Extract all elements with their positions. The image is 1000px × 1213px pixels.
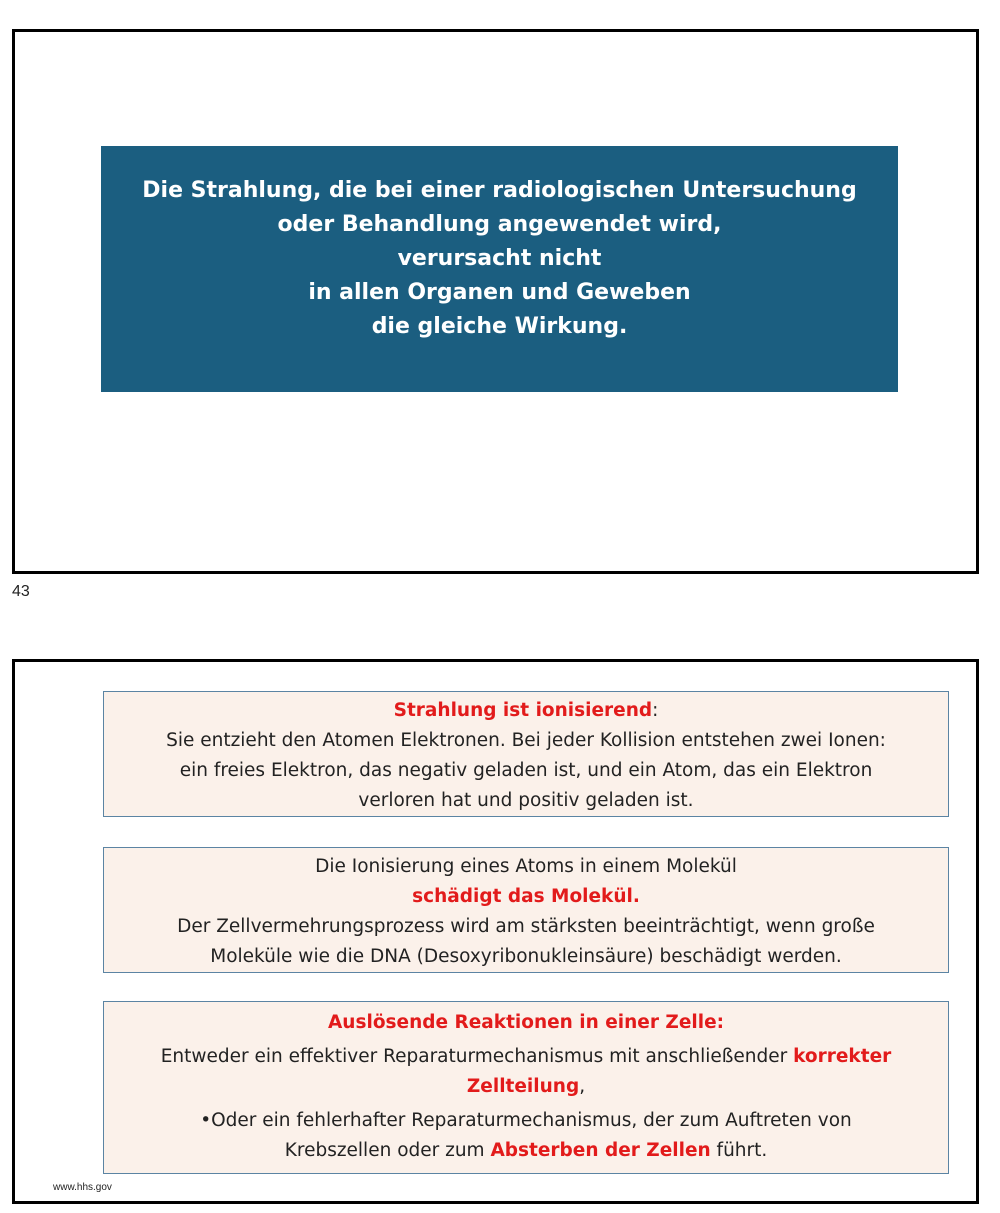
reactions-p2-line-1: •Oder ein fehlerhafter Reparaturmechanismus, der zum Auftreten von: [200, 1110, 852, 1131]
slide-44: [12, 659, 979, 1204]
molecule-damage-box: [103, 847, 949, 973]
reactions-p2-line-2: [114, 1136, 938, 1166]
statement-line-5: die gleiche Wirkung.: [371, 314, 628, 339]
reactions-p1-end: ,: [579, 1076, 586, 1097]
reactions-p1-highlight-a: korrekter: [793, 1046, 892, 1067]
statement-line-4: in allen Organen und Geweben: [308, 280, 691, 305]
statement-line-1: Die Strahlung, die bei einer radiologischen Untersuchung: [142, 178, 857, 203]
reactions-heading: Auslösende Reaktionen in einer Zelle:: [327, 1012, 725, 1033]
ionizing-heading-colon: :: [652, 700, 659, 721]
ionizing-line-2: ein freies Elektron, das negativ geladen ist, und ein Atom, das ein Elektron: [179, 760, 873, 781]
molecule-line-1: Die Ionisierung eines Atoms in einem Molekül: [315, 856, 737, 877]
statement-line-2: oder Behandlung angewendet wird,: [277, 212, 722, 237]
reactions-p2-highlight: Absterben der Zellen: [490, 1140, 711, 1161]
ionizing-heading-row: [114, 696, 938, 726]
molecule-highlight: schädigt das Molekül.: [412, 886, 640, 907]
molecule-line-3: Der Zellvermehrungsprozess wird am stärksten beeinträchtigt, wenn große: [177, 916, 875, 937]
reactions-p2-text: Krebszellen oder zum: [284, 1140, 491, 1161]
statement-line-3: verursacht nicht: [397, 246, 602, 271]
statement-box: [101, 146, 898, 392]
ionizing-heading: Strahlung ist ionisierend: [393, 700, 653, 721]
ionizing-line-1: Sie entzieht den Atomen Elektronen. Bei jeder Kollision entstehen zwei Ionen:: [166, 730, 886, 751]
ionizing-box: [103, 691, 949, 817]
ionizing-line-3: verloren hat und positiv geladen ist.: [358, 790, 694, 811]
reactions-p1-text: Entweder ein effektiver Reparaturmechanismus mit anschließender: [160, 1046, 794, 1067]
reactions-p1: [114, 1042, 938, 1072]
reactions-p1-cont: [114, 1072, 938, 1102]
slide-43: [12, 29, 979, 574]
source-credit: www.hhs.gov: [53, 1182, 112, 1193]
cell-reactions-box: [103, 1001, 949, 1174]
page-number: 43: [12, 583, 30, 600]
reactions-p1-highlight-b: Zellteilung: [466, 1076, 580, 1097]
molecule-line-4: Moleküle wie die DNA (Desoxyribonukleinsäure) beschädigt werden.: [210, 946, 842, 967]
reactions-p2-end: führt.: [710, 1140, 768, 1161]
